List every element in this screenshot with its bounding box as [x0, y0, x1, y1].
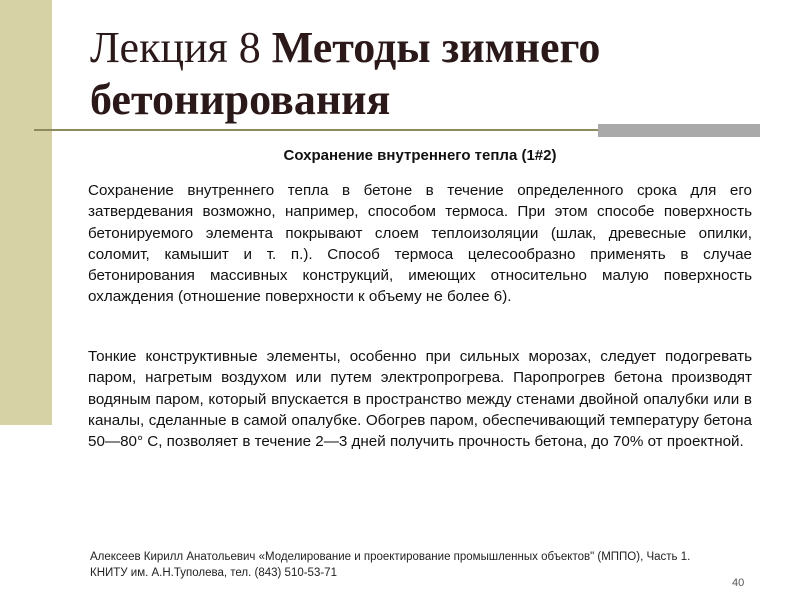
page-number: 40	[732, 577, 745, 589]
slide-title-topic: Методы зимнего бетонирования	[90, 23, 601, 124]
slide-title-lecture: Лекция 8	[90, 23, 272, 72]
body-paragraph-1: Сохранение внутреннего тепла в бетоне в течение определенного срока для его затвердевания возможно, например, способом термоса. При этом способе поверхность бетонируемого элемента покрывают слоем теплоизоляции (шлак, древесные опилки, соломит, камышит и т. п.). Способ термоса целесообразно применять в случае бетонирования массивных конструкций, имеющих относительно малую поверхность охлаждения (отношение поверхности к объему не более 6).	[88, 182, 752, 306]
title-divider-line	[34, 129, 598, 131]
title-divider-block	[598, 124, 760, 137]
body-paragraph-2: Тонкие конструктивные элементы, особенно при сильных морозах, следует подогревать паром, нагретым воздухом или путем электропрогрева. Паропрогрев бетона производят водяным паром, который впускается в пространство между стенами двойной опалубки или в каналы, сделанные в самой опалубке. Обогрев паром, обеспечивающий температуру бетона 50—80° С, позволяет в течение 2—3 дней получить прочность бетона, до 70% от проектной.	[88, 348, 752, 451]
slide-title	[90, 22, 770, 126]
footer-author-line: Алексеев Кирилл Анатольевич «Моделирование и проектирование промышленных объектов" (МППО), Часть 1.	[90, 551, 691, 563]
slide-subtitle: Сохранение внутреннего тепла (1#2)	[283, 147, 557, 164]
footer-institution-line: КНИТУ им. А.Н.Туполева, тел. (843) 510-53-71	[90, 567, 337, 579]
side-accent-bar	[0, 0, 52, 425]
slide-footer	[90, 549, 750, 581]
